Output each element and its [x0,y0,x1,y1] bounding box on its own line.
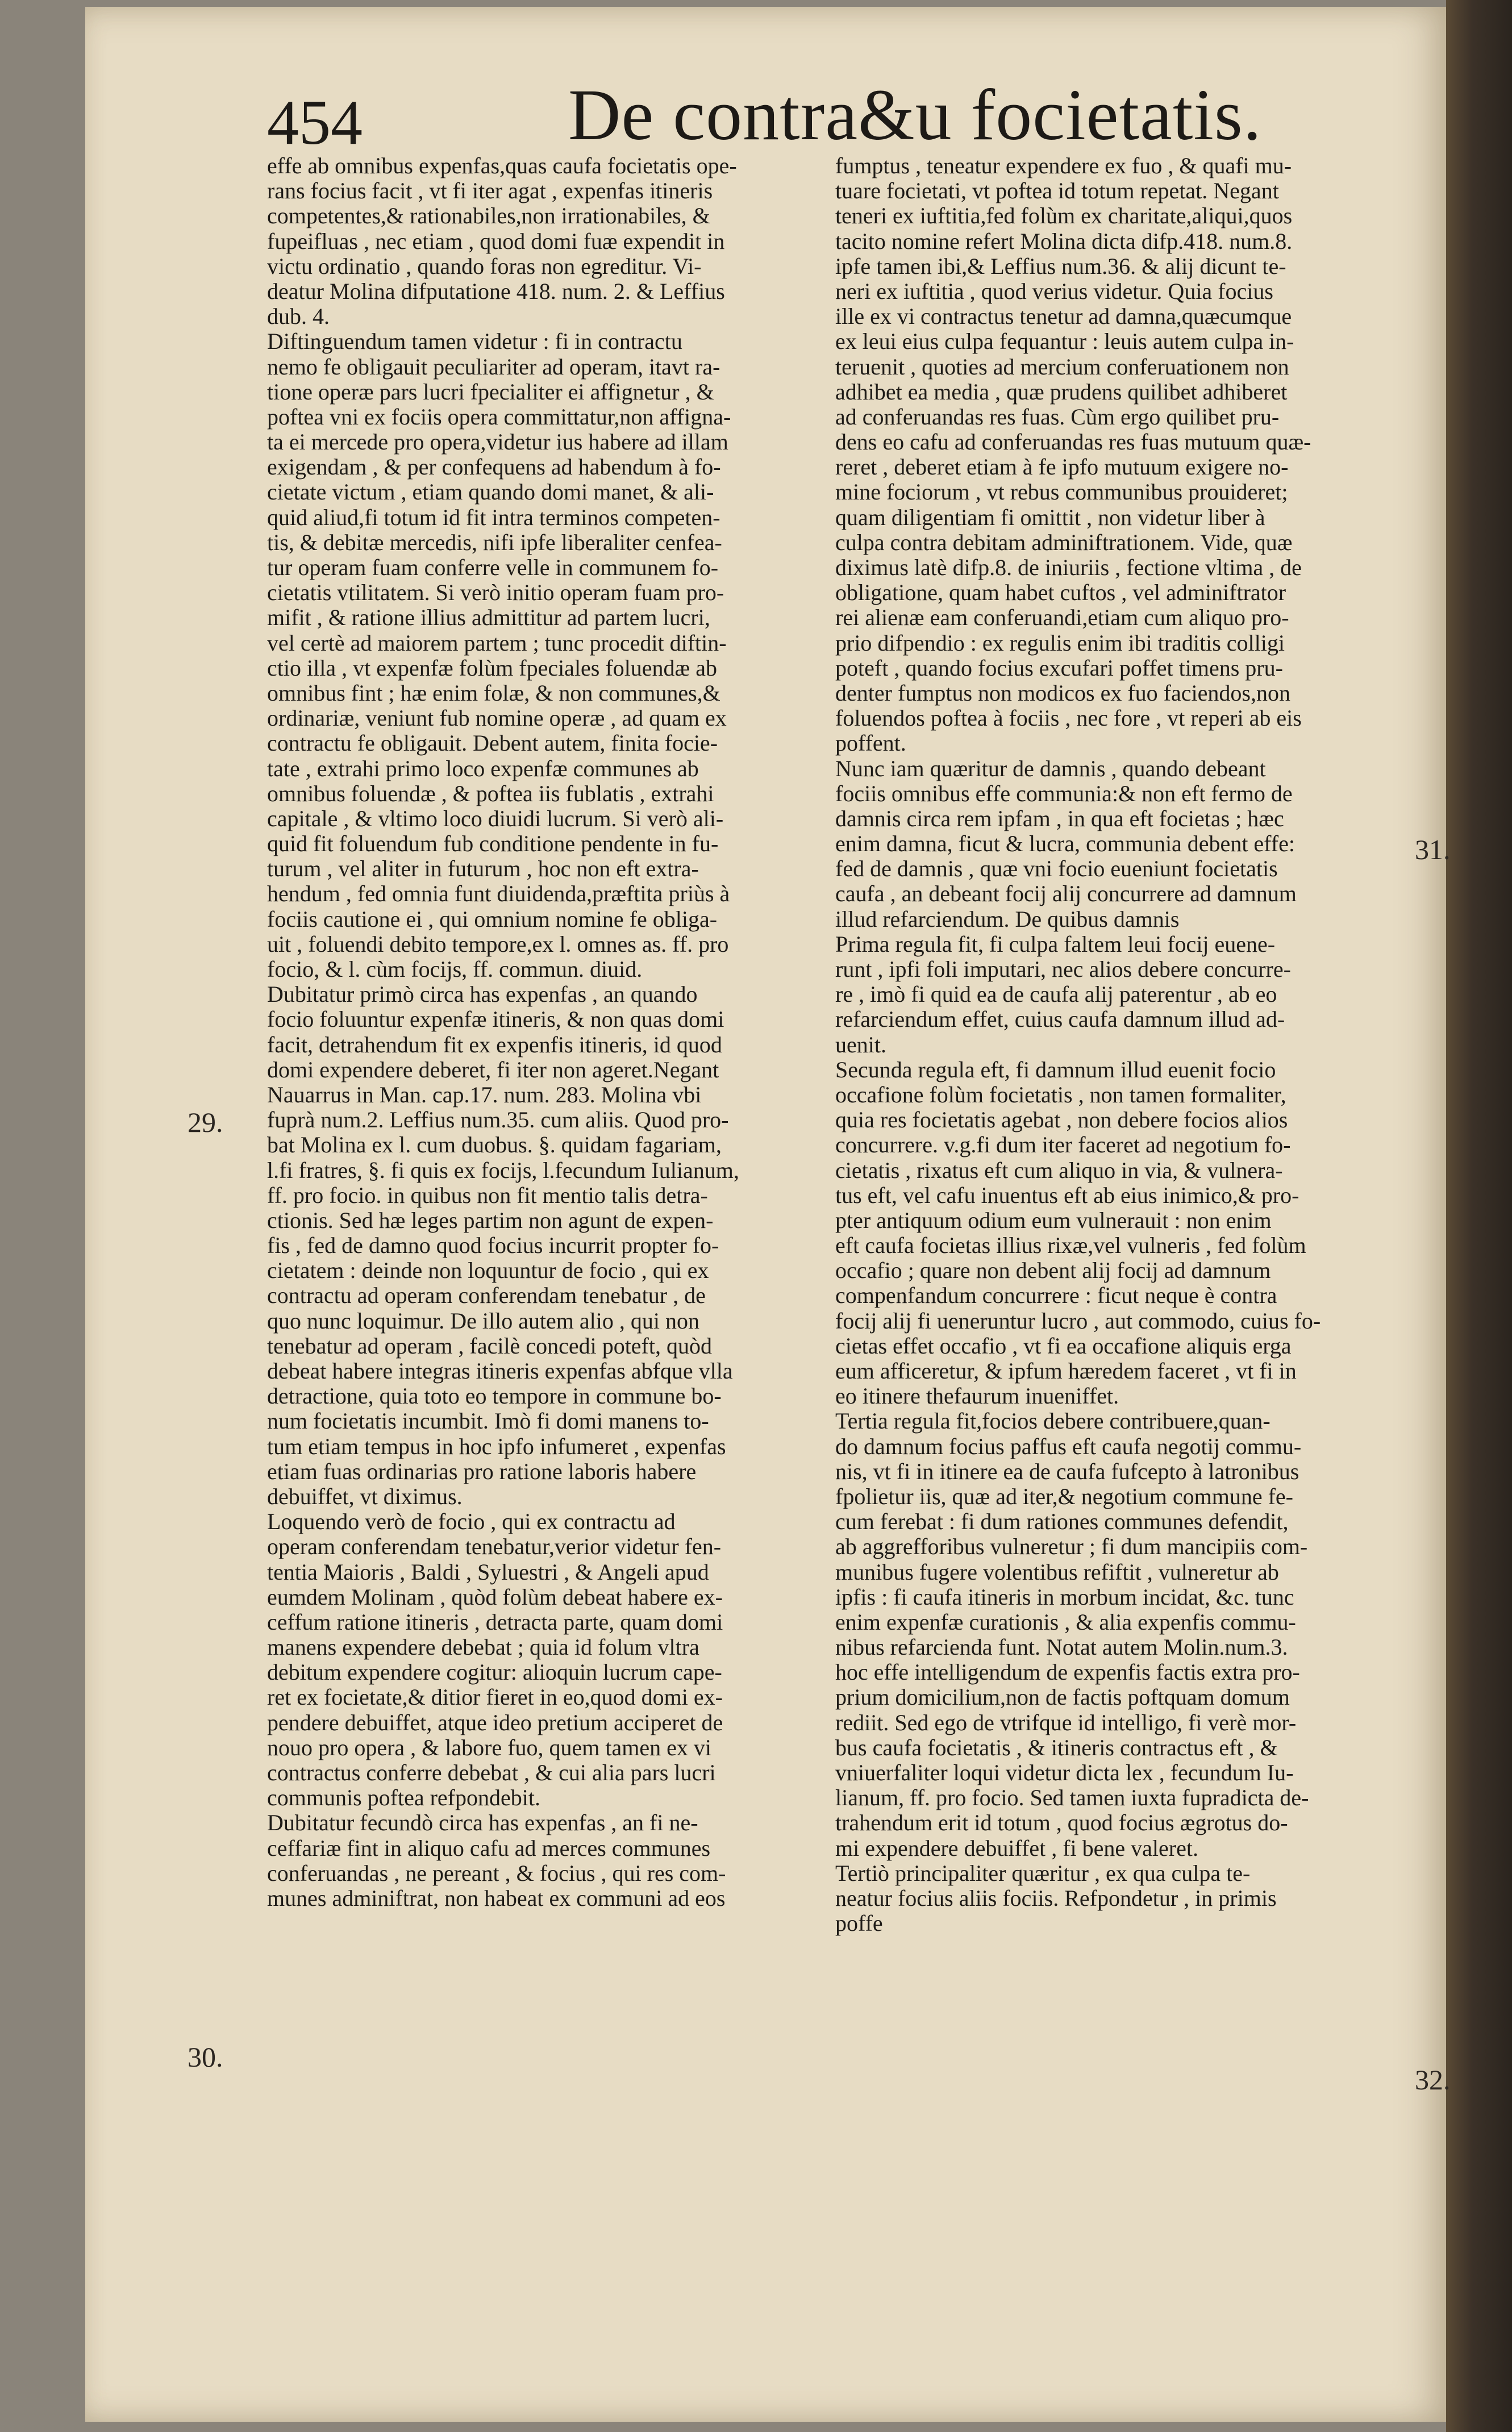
text-line: fis , fed de damno quod focius incurrit propter fo- [267,1233,719,1259]
text-line: vniuerfaliter loqui videtur dicta lex , fecundum Iu- [835,1760,1294,1785]
text-line: cietate victum , etiam quando domi manet, & ali- [267,480,714,505]
text-line: exigendam , & per confequens ad habendum à fo- [267,455,721,480]
text-line: fupeifluas , nec etiam , quod domi fuæ expendit in [267,228,725,254]
text-line: dens eo cafu ad conferuandas res fuas mutuum quæ- [835,430,1311,455]
text-line: tuare focietati, vt poftea id totum repetat. Negant [835,178,1279,204]
running-title: De contra&u focietatis. [568,74,1262,155]
text-line: tentia Maioris , Baldi , Syluestri , & Angeli apud [267,1559,709,1585]
text-line: eo itinere thefaurum inueniffet. [835,1384,1119,1409]
text-line: fpolietur iis, quæ ad iter,& negotium commune fe- [835,1484,1293,1509]
text-line: runt , ipfi foli imputari, nec alios debere concurre- [835,957,1291,982]
text-line: ceffariæ fint in aliquo cafu ad merces communes [267,1835,711,1861]
text-line: bus caufa focietatis , & itineris contractus eft , & [835,1735,1278,1760]
text-line: focio, & l. cùm focijs, ff. commun. diuid. [267,957,643,982]
text-line: deatur Molina difputatione 418. num. 2. & Leffius [267,278,725,304]
text-line: rans focius facit , vt fi iter agat , expenfas itineris [267,178,713,204]
text-line: tione operæ pars lucri fpecialiter ei affignetur , & [267,379,714,405]
text-line: quid fit foluendum fub conditione pendente in fu- [267,831,719,857]
text-line: ipfis : fi caufa itineris in morbum incidat, &c. tunc [835,1584,1294,1610]
text-line: communis poftea refpondebit. [267,1785,540,1811]
text-line: ipfe tamen ibi,& Leffius num.36. & alij dicunt te- [835,253,1286,279]
text-line: mine fociorum , vt rebus communibus prouideret; [835,480,1288,505]
text-line: trahendum erit id totum , quod focius ægrotus do- [835,1810,1288,1836]
text-line: fed de damnis , quæ vni focio eueniunt focietatis [835,856,1278,882]
text-line: tacito nomine refert Molina dicta difp.418. num.8. [835,228,1293,254]
text-line: obligatione, quam habet cuftos , vel adminiftrator [835,580,1286,606]
text-line: ctio illa , vt expenfæ folùm fpeciales foluendæ ab [267,655,717,681]
text-line: do damnum focius paffus eft caufa negotij commu- [835,1434,1302,1459]
text-line: rei alienæ eam conferuandi,etiam cum aliquo pro- [835,605,1289,631]
page-number: 454 [267,88,363,158]
margin-number-31: 31. [1415,834,1451,865]
text-line: cietatem : deinde non loquuntur de focio , qui ex [267,1258,709,1284]
text-line: Nauarrus in Man. cap.17. num. 283. Molina vbi [267,1082,702,1107]
text-line: uit , foluendi debito tempore,ex l. omnes as. ff. pro [267,931,729,957]
text-line: etiam fuas ordinarias pro ratione laboris habere [267,1459,697,1484]
text-line: mi expendere debuiffet , fi bene valeret. [835,1835,1198,1861]
text-line: fociis omnibus effe communia:& non eft fermo de [835,781,1293,806]
text-line: Tertia regula fit,focios debere contribuere,quan- [835,1409,1271,1434]
text-line: Diftinguendum tamen videtur : fi in contractu [267,329,682,355]
text-line: illud refarciendum. De quibus damnis [835,906,1180,932]
text-line: domi expendere deberet, fi iter non ageret.Negant [267,1057,719,1082]
text-line: re , imò fi quid ea de caufa alij paterentur , ab eo [835,982,1277,1007]
text-line: tum etiam tempus in hoc ipfo infumeret , expenfas [267,1434,726,1459]
text-line: detractione, quia toto eo tempore in commune bo- [267,1384,722,1409]
text-line: Secunda regula eft, fi damnum illud euenit focio [835,1057,1276,1082]
text-line: Dubitatur fecundò circa has expenfas , an fi ne- [267,1810,698,1836]
text-line: occafio ; quare non debent alij focij ad damnum [835,1258,1271,1284]
text-line: tur operam fuam conferre velle in communem fo- [267,555,719,580]
text-line: l.fi fratres, §. fi quis ex focijs, l.fecundum Iulianum, [267,1157,739,1183]
text-line: refarciendum effet, cuius caufa damnum illud ad- [835,1007,1285,1032]
text-line: eft caufa focietas illius rixæ,vel vulneris , fed folùm [835,1233,1306,1259]
text-line: prio difpendio : ex regulis enim ibi traditis colligi [835,630,1285,656]
text-line: fociis cautione ei , qui omnium nomine fe obliga- [267,906,718,932]
text-line: nemo fe obligauit peculiariter ad operam, itavt ra- [267,354,720,380]
text-line: nouo pro opera , & labore fuo, quem tamen ex vi [267,1735,711,1760]
text-line: debuiffet, vt diximus. [267,1484,463,1509]
text-line: debeat habere integras itineris expenfas abfque vlla [267,1359,733,1384]
text-line: bat Molina ex l. cum duobus. §. quidam fagariam, [267,1132,722,1158]
text-line: reret , deberet etiam à fe ipfo mutuum exigere no- [835,455,1289,480]
text-line: poffent. [835,731,906,756]
text-line: hendum , fed omnia funt diuidenda,præftita priùs à [267,881,730,907]
text-line: Tertiò principaliter quæritur , ex qua culpa te- [835,1860,1251,1886]
text-line: cietatis vtilitatem. Si verò initio operam fuam pro- [267,580,724,606]
text-line: poftea vni ex fociis opera committatur,non affigna- [267,404,731,430]
text-line: ceffum ratione itineris , detracta parte, quam domi [267,1609,723,1635]
text-line: facit, detrahendum fit ex expenfis itineris, id quod [267,1032,722,1057]
text-line: tate , extrahi primo loco expenfæ communes ab [267,756,699,781]
text-line: neatur focius aliis fociis. Refpondetur , in primis [835,1885,1277,1911]
text-line: Nunc iam quæritur de damnis , quando debeant [835,756,1266,781]
text-line: foluendos poftea à fociis , nec fore , vt reperi ab eis [835,706,1302,731]
text-line: num focietatis incumbit. Imò fi domi manens to- [267,1409,709,1434]
text-line: conferuandas , ne pereant , & focius , qui res com- [267,1860,726,1886]
text-line: ab aggrefforibus vulneretur ; fi dum mancipiis com- [835,1534,1308,1560]
text-line: neri ex iuftitia , quod verius videtur. Quia focius [835,278,1273,304]
text-line: ordinariæ, veniunt fub nomine operæ , ad quam ex [267,706,727,731]
text-line: focio foluuntur expenfæ itineris, & non quas domi [267,1007,724,1032]
text-line: hoc effe intelligendum de expenfis factis extra pro- [835,1660,1300,1685]
text-line: contractus conferre debebat , & cui alia pars lucri [267,1760,716,1785]
page-header [182,63,1307,159]
text-line: eumdem Molinam , quòd folùm debeat habere ex- [267,1584,723,1610]
text-line: contractu fe obligauit. Debent autem, finita focie- [267,731,718,756]
text-line: victu ordinatio , quando foras non egreditur. Vi- [267,253,702,279]
text-line: tis, & debitæ mercedis, nifi ipfe liberaliter cenfea- [267,530,722,555]
text-line: poteft , quando focius excufari poffet timens pru- [835,655,1283,681]
text-line: adhibet ea media , quæ prudens quilibet adhiberet [835,379,1288,405]
text-line: Dubitatur primò circa has expenfas , an quando [267,982,698,1007]
text-line: operam conferendam tenebatur,verior videtur fen- [267,1534,722,1560]
text-line: ret ex focietate,& ditior fieret in eo,quod domi ex- [267,1685,723,1710]
text-line: uenit. [835,1032,886,1057]
text-line: enim expenfæ curationis , & alia expenfis commu- [835,1609,1296,1635]
text-line: vel certè ad maiorem partem ; tunc procedit diftin- [267,630,727,656]
text-line: diximus latè difp.8. de iniuriis , fectione vltima , de [835,555,1302,580]
text-line: ex leui eius culpa fequantur : leuis autem culpa in- [835,329,1294,355]
margin-number-29: 29. [188,1106,223,1138]
text-line: quid aliud,fi totum id fit intra terminos competen- [267,505,720,530]
margin-number-32: 32. [1415,2064,1451,2096]
text-line: turum , vel aliter in futurum , hoc non eft extra- [267,856,699,882]
text-line: occafione folùm focietatis , non tamen formaliter, [835,1082,1286,1107]
text-line: ff. pro focio. in quibus non fit mentio talis detra- [267,1182,708,1208]
text-line: omnibus fint ; hæ enim folæ, & non communes,& [267,680,720,706]
text-line: munibus fugere volentibus refiftit , vulneretur ab [835,1559,1279,1585]
text-line: teneri ex iuftitia,fed folùm ex charitate,aliqui,quos [835,203,1293,229]
text-line: denter fumptus non modicos ex fuo faciendos,non [835,680,1290,706]
text-line: rediit. Sed ego de vtrifque id intelligo, fi verè mor- [835,1710,1297,1735]
text-line: quam diligentiam fi omittit , non videtur liber à [835,505,1265,530]
text-line: concurrere. v.g.fi dum iter faceret ad negotium fo- [835,1132,1291,1158]
text-line: Prima regula fit, fi culpa faltem leui focij euene- [835,931,1276,957]
text-line: quo nunc loquimur. De illo autem alio , qui non [267,1308,700,1334]
text-line: omnibus foluendæ , & poftea iis fublatis , extrahi [267,781,714,806]
text-line: fumptus , teneatur expendere ex fuo , & quafi mu- [835,153,1292,178]
text-line: eum afficeretur, & ipfum hæredem faceret , vt fi in [835,1359,1297,1384]
text-line: dub. 4. [267,304,330,330]
text-line: effe ab omnibus expenfas,quas caufa focietatis ope- [267,153,737,178]
text-line: lianum, ff. pro focio. Sed tamen iuxta fupradicta de- [835,1785,1309,1811]
text-line: enim damna, ficut & lucra, communia debent effe: [835,831,1295,857]
text-line: cietatis , rixatus eft cum aliquo in via, & vulnera- [835,1157,1283,1183]
text-line: compenfandum concurrere : ficut neque è contra [835,1283,1277,1309]
text-line: ta ei mercede pro opera,videtur ius habere ad illam [267,430,728,455]
text-line: competentes,& rationabiles,non irrationabiles, & [267,203,710,229]
left-column [267,153,813,1911]
text-line: pendere debuiffet, atque ideo pretium acciperet de [267,1710,723,1735]
text-line: contractu ad operam conferendam tenebatur , de [267,1283,706,1309]
text-line: ctionis. Sed hæ leges partim non agunt de expen- [267,1207,714,1233]
text-line: prium domicilium,non de factis poftquam domum [835,1685,1290,1710]
right-column [835,153,1392,1936]
text-line: culpa contra debitam adminiftrationem. Vide, quæ [835,530,1293,555]
margin-number-30: 30. [188,2041,223,2073]
text-line: poffe [835,1911,883,1937]
text-line: focij alij fi ueneruntur lucro , aut commodo, cuius fo- [835,1308,1321,1334]
text-line: damnis circa rem ipfam , in qua eft focietas ; hæc [835,806,1284,831]
text-line: quia res focietatis agebat , non debere focios alios [835,1107,1288,1133]
text-line: cum ferebat : fi dum rationes communes defendit, [835,1509,1289,1535]
text-line: teruenit , quoties ad mercium conferuationem non [835,354,1289,380]
book-edge [1446,0,1512,2432]
text-line: fuprà num.2. Leffius num.35. cum aliis. Quod pro- [267,1107,729,1133]
text-line: nibus refarcienda funt. Notat autem Molin.num.3. [835,1635,1288,1660]
text-line: cietas effet occafio , vt fi ea occafione aliquis erga [835,1333,1292,1359]
text-line: Loquendo verò de focio , qui ex contractu ad [267,1509,676,1535]
text-line: tus eft, vel cafu inuentus eft ab eius inimico,& pro- [835,1182,1299,1208]
text-line: debitum expendere cogitur: alioquin lucrum cape- [267,1660,722,1685]
text-line: ille ex vi contractus tenetur ad damna,quæcumque [835,304,1292,330]
text-line: munes adminiftrat, non habeat ex communi ad eos [267,1885,726,1911]
text-line: nis, vt fi in itinere ea de caufa fufcepto à latronibus [835,1459,1299,1484]
text-line: mifit , & ratione illius admittitur ad partem lucri, [267,605,710,631]
text-line: manens expendere debebat ; quia id folum vltra [267,1635,699,1660]
text-line: tenebatur ad operam , facilè concedi poteft, quòd [267,1333,712,1359]
text-line: pter antiquum odium eum vulnerauit : non enim [835,1207,1272,1233]
text-line: caufa , an debeant focij alij concurrere ad damnum [835,881,1297,907]
text-line: capitale , & vltimo loco diuidi lucrum. Si verò ali- [267,806,724,831]
text-line: ad conferuandas res fuas. Cùm ergo quilibet pru- [835,404,1280,430]
